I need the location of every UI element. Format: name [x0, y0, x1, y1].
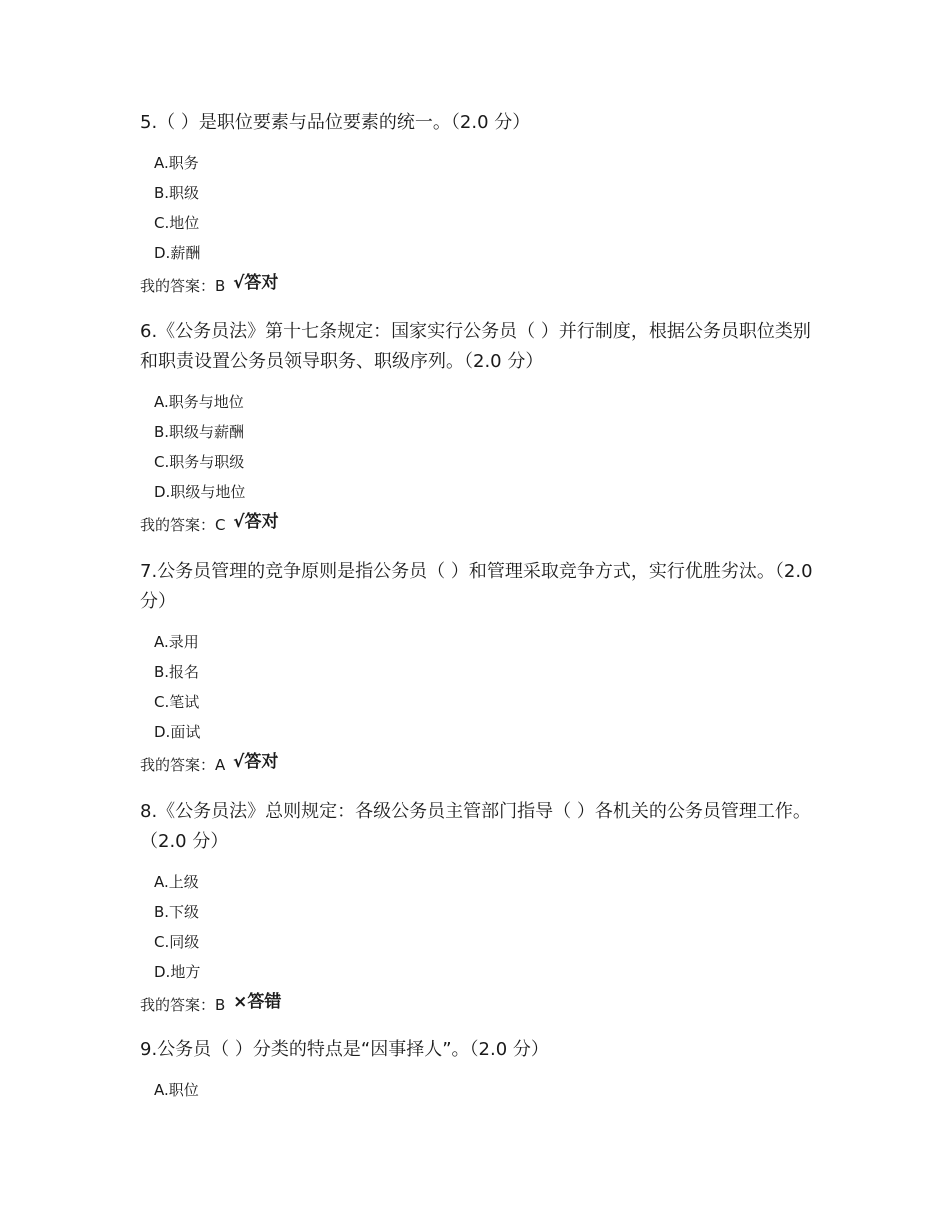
- option-a: A.职位: [154, 1081, 199, 1099]
- option-a: A.职务与地位: [154, 393, 244, 411]
- answer-label: 我的答案：B: [140, 277, 226, 295]
- option-list: [154, 867, 820, 987]
- question-8: [140, 797, 820, 1017]
- option-list: [154, 1075, 820, 1105]
- option-d: D.面试: [154, 723, 201, 741]
- my-answer: [140, 274, 820, 298]
- question-text: 5.（ ）是职位要素与品位要素的统一。（2.0 分）: [140, 112, 531, 133]
- my-answer: [140, 993, 820, 1017]
- question-9: [140, 1035, 820, 1105]
- answer-label: 我的答案：B: [140, 996, 226, 1014]
- answer-label: 我的答案：C: [140, 516, 226, 534]
- option-d: D.职级与地位: [154, 483, 246, 501]
- question-7: [140, 557, 820, 777]
- question-5: [140, 108, 820, 298]
- my-answer: [140, 513, 820, 537]
- question-text: 7.公务员管理的竞争原则是指公务员（ ）和管理采取竞争方式，实行优胜劣汰。（2.0 分）: [140, 561, 813, 612]
- question-text: 6.《公务员法》第十七条规定：国家实行公务员（ ）并行制度，根据公务员职位类别和职责设置公务员领导职务、职级序列。（2.0 分）: [140, 321, 811, 372]
- option-d: D.地方: [154, 963, 201, 981]
- option-c: C.笔试: [154, 693, 200, 711]
- option-a: A.上级: [154, 873, 199, 891]
- option-c: C.职务与职级: [154, 453, 245, 471]
- verdict-correct: √答对: [233, 273, 279, 293]
- option-c: C.地位: [154, 214, 200, 232]
- question-text: 9.公务员（ ）分类的特点是“因事择人”。（2.0 分）: [140, 1039, 549, 1060]
- verdict-correct: √答对: [233, 752, 279, 772]
- verdict-correct: √答对: [233, 512, 279, 532]
- option-c: C.同级: [154, 933, 200, 951]
- option-b: B.下级: [154, 903, 200, 921]
- option-b: B.职级与薪酬: [154, 423, 245, 441]
- option-b: B.报名: [154, 663, 200, 681]
- option-b: B.职级: [154, 184, 200, 202]
- option-list: [154, 148, 820, 268]
- question-text: 8.《公务员法》总则规定：各级公务员主管部门指导（ ）各机关的公务员管理工作。（2.0 分）: [140, 801, 811, 852]
- answer-label: 我的答案：A: [140, 756, 226, 774]
- my-answer: [140, 753, 820, 777]
- question-6: [140, 317, 820, 537]
- option-list: [154, 627, 820, 747]
- option-d: D.薪酬: [154, 244, 201, 262]
- option-list: [154, 387, 820, 507]
- verdict-wrong: ×答错: [233, 992, 282, 1012]
- option-a: A.职务: [154, 154, 199, 172]
- option-a: A.录用: [154, 633, 199, 651]
